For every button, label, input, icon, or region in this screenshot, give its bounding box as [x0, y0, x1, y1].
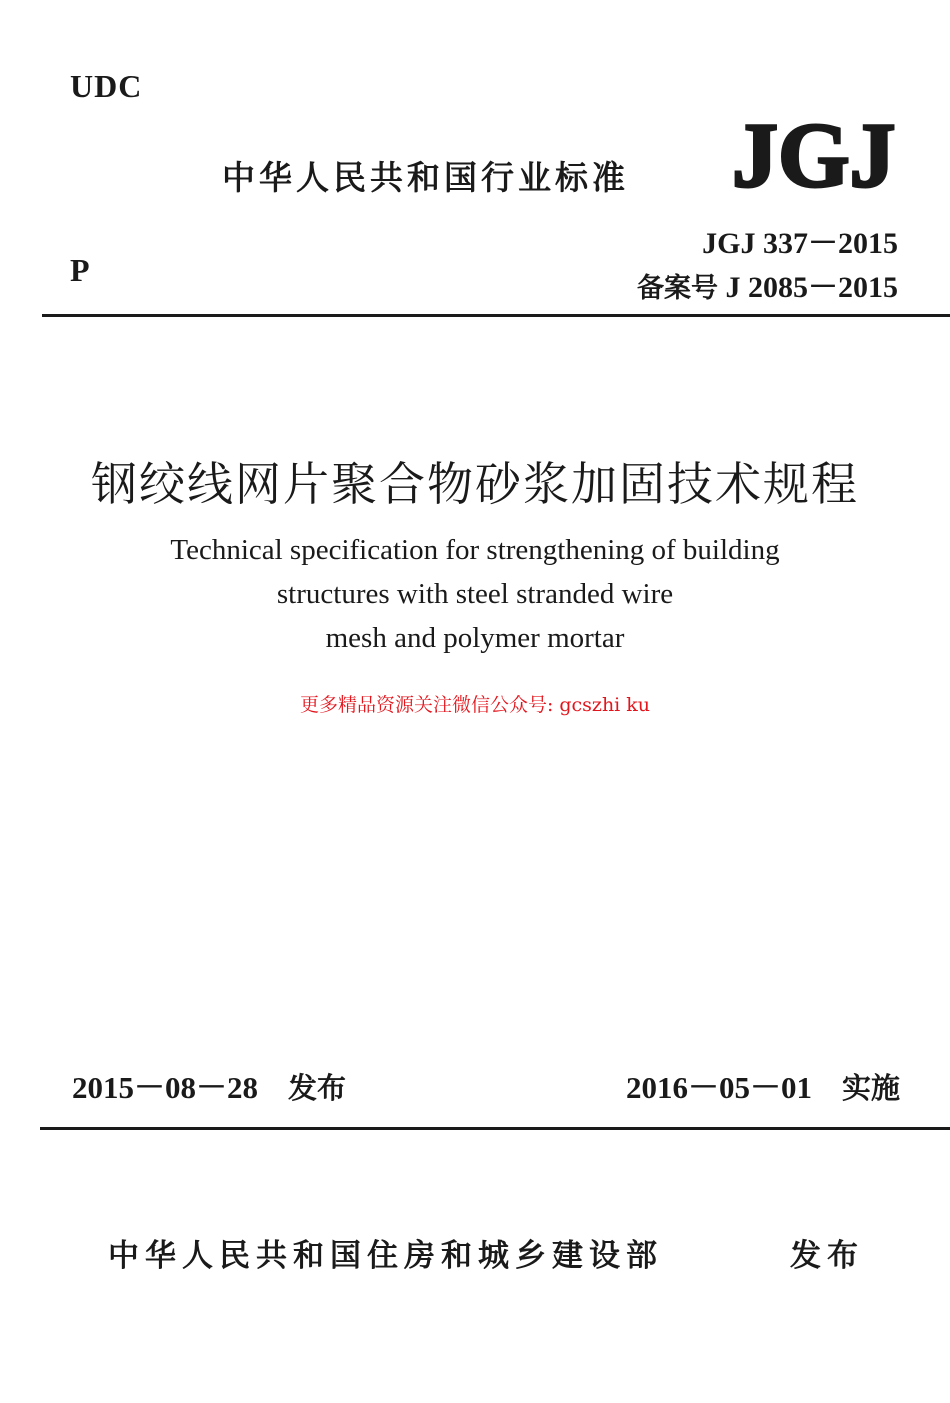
implementation-date: 2016－05－01 [625, 1070, 812, 1105]
standard-number: JGJ 337－2015 [702, 227, 898, 260]
top-divider [42, 314, 950, 317]
issue-date: 2015－08－28 [72, 1070, 258, 1105]
industry-standard-heading: 中华人民共和国行业标准 [222, 158, 629, 197]
title-english-line: mesh and polymer mortar [325, 622, 625, 654]
bottom-divider [40, 1127, 950, 1130]
filing-number-row [637, 262, 898, 306]
implementation-date-row [626, 1062, 900, 1107]
issue-date-row [72, 1062, 346, 1107]
publisher-label: 发布 [790, 1238, 864, 1274]
title-chinese: 钢绞线网片聚合物砂浆加固技术规程 [91, 457, 859, 511]
implementation-label: 实施 [841, 1071, 900, 1105]
title-english [0, 528, 950, 660]
jgj-logo-text: JGJ [732, 106, 896, 192]
publisher-name: 中华人民共和国住房和城乡建设部 [108, 1238, 663, 1274]
filing-label: 备案号 [637, 273, 718, 304]
udc-label: UDC [70, 68, 143, 104]
issue-label: 发布 [288, 1071, 347, 1105]
title-english-line: Technical specification for strengthening of building [170, 534, 780, 566]
promo-watermark-text: 更多精品资源关注微信公众号: gcszhi ku [299, 694, 651, 716]
filing-number: J 2085－2015 [725, 271, 898, 304]
jgj-logo [728, 106, 903, 192]
title-english-line: structures with steel stranded wire [276, 578, 674, 610]
category-code: P [70, 252, 90, 288]
